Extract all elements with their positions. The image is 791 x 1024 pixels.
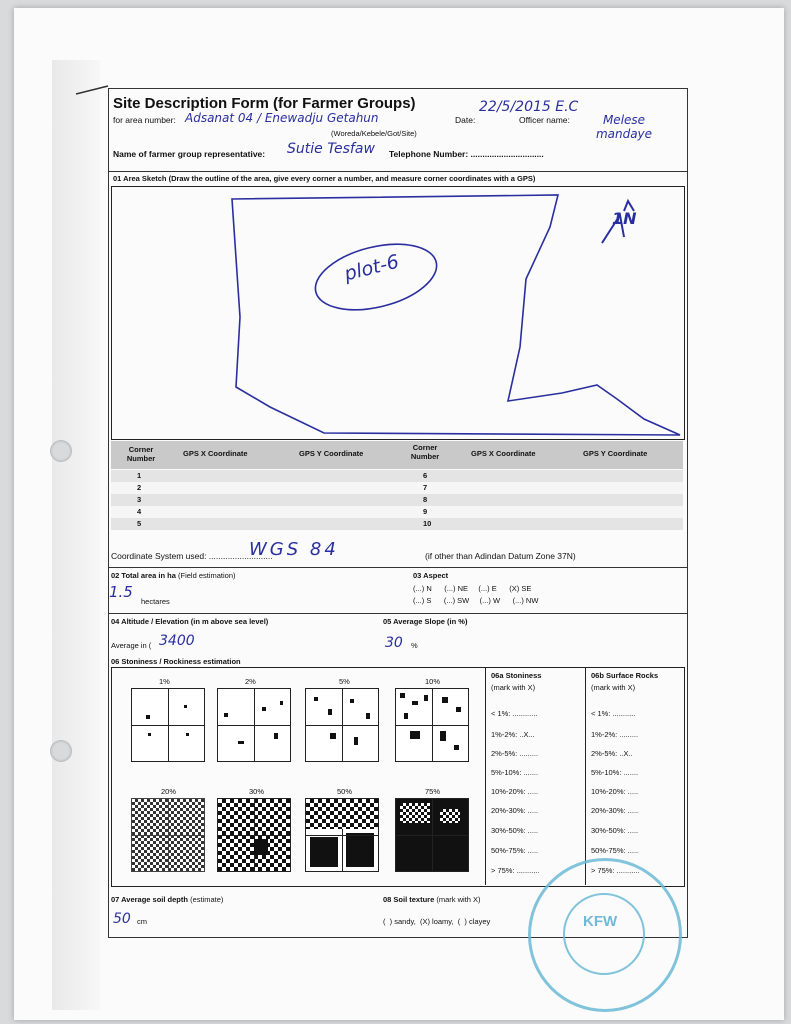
gps-row: [111, 506, 683, 518]
gps-header-x: GPS X Coordinate: [183, 449, 248, 458]
punch-hole: [50, 740, 72, 762]
rocks-option: 2%-5%: ..X..: [591, 749, 633, 758]
pct-label: 75%: [425, 787, 441, 796]
gps-row: [111, 518, 683, 530]
plot-label: plot-6: [342, 250, 402, 286]
corner-number: 9: [423, 507, 428, 516]
stone-chart-2pct: [217, 688, 291, 762]
rocks-option: 10%-20%: .....: [591, 787, 639, 796]
site-description-form: [108, 88, 688, 938]
aspect-row-1: (...) N (...) NE (...) E (X) SE: [413, 584, 532, 593]
stone-chart-75pct: [395, 798, 469, 872]
soil-texture-options: ( ) sandy, (X) loamy, ( ) clayey: [383, 917, 491, 926]
gps-row: [111, 470, 683, 482]
soil-depth-value: 50: [113, 911, 131, 927]
stoniness-option: < 1%: ............: [491, 709, 538, 718]
rocks-option: 5%-10%: .......: [591, 768, 639, 777]
pct-label: 5%: [339, 677, 350, 686]
section-07-title: 07 Average soil depth (estimate): [111, 895, 224, 904]
date-value: 22/5/2015 E.C: [479, 99, 579, 115]
section-06a-note: (mark with X): [491, 683, 536, 692]
pct-label: 2%: [245, 677, 256, 686]
coord-system-label: Coordinate System used: ...........................: [111, 551, 273, 561]
section-01-title: 01 Area Sketch (Draw the outline of the area, give every corner a number, and measure corner coordinates with a GPS): [113, 174, 536, 183]
aspect-row-2: (...) S (...) SW (...) W (...) NW: [413, 596, 539, 605]
north-arrow-label: 1N: [612, 209, 637, 228]
gps-table-header: [111, 441, 683, 469]
stoniness-option: > 75%: ...........: [491, 866, 540, 875]
stone-chart-1pct: [131, 688, 205, 762]
section-05-title: 05 Average Slope (in %): [383, 617, 468, 626]
stoniness-option: 30%-50%: .....: [491, 826, 539, 835]
plot-outline-drawing: [112, 187, 684, 439]
pct-label: 1%: [159, 677, 170, 686]
total-area-value: 1.5: [109, 583, 133, 601]
stoniness-option: 20%-30%: .....: [491, 806, 539, 815]
gps-header-y: GPS Y Coordinate: [299, 449, 364, 458]
stone-chart-30pct: [217, 798, 291, 872]
corner-number: 1: [137, 471, 142, 480]
section-06b-title: 06b Surface Rocks: [591, 671, 659, 680]
corner-number: 7: [423, 483, 428, 492]
corner-number: 10: [423, 519, 432, 528]
gps-row: [111, 494, 683, 506]
slope-value: 30: [385, 635, 403, 651]
corner-number: 3: [137, 495, 142, 504]
date-label: Date:: [455, 115, 476, 125]
stamp-inner-ring: [563, 893, 645, 975]
corner-number: 2: [137, 483, 142, 492]
column-divider: [585, 667, 586, 885]
stoniness-option: 1%-2%: ..X...: [491, 730, 535, 739]
hectares-label: hectares: [141, 597, 170, 606]
percent-sign: %: [411, 641, 418, 650]
pct-label: 50%: [337, 787, 353, 796]
punch-hole: [50, 440, 72, 462]
section-08-title: 08 Soil texture (mark with X): [383, 895, 481, 904]
section-06a-title: 06a Stoniness: [491, 671, 542, 680]
average-label: Average in (: [111, 641, 152, 650]
stamp-text: KFW: [583, 913, 618, 930]
officer-label: Officer name:: [519, 115, 570, 125]
divider: [109, 171, 687, 172]
corner-number: 5: [137, 519, 142, 528]
divider: [109, 567, 687, 568]
rocks-option: 30%-50%: .....: [591, 826, 639, 835]
coord-system-note: (if other than Adindan Datum Zone 37N): [425, 551, 576, 561]
stone-chart-10pct: [395, 688, 469, 762]
rep-value: Sutie Tesfaw: [287, 141, 375, 157]
woreda-hint: (Woreda/Kebele/Got/Site): [331, 129, 417, 138]
stone-chart-20pct: [131, 798, 205, 872]
rocks-option: 20%-30%: .....: [591, 806, 639, 815]
stoniness-option: 50%-75%: .....: [491, 846, 539, 855]
form-title: Site Description Form (for Farmer Groups): [113, 95, 416, 112]
altitude-value: 3400: [159, 633, 195, 649]
gps-header-corner-2: Corner Number: [410, 443, 440, 461]
section-03-title: 03 Aspect: [413, 571, 449, 580]
section-06b-note: (mark with X): [591, 683, 636, 692]
section-02-title: 02 Total area in ha (Field estimation): [111, 571, 236, 580]
pct-label: 10%: [425, 677, 441, 686]
gps-header-y-2: GPS Y Coordinate: [583, 449, 648, 458]
gps-header-corner: Corner Number: [126, 445, 156, 463]
stoniness-option: 2%-5%: .........: [491, 749, 539, 758]
area-number-label: for area number:: [113, 115, 176, 125]
section-04-title: 04 Altitude / Elevation (in m above sea level): [111, 617, 269, 626]
corner-number: 8: [423, 495, 428, 504]
area-number-value: Adsanat 04 / Enewadju Getahun: [185, 111, 379, 125]
stoniness-option: 10%-20%: .....: [491, 787, 539, 796]
area-sketch-box: [111, 186, 685, 440]
pct-label: 20%: [161, 787, 177, 796]
rocks-option: < 1%: ...........: [591, 709, 636, 718]
coord-system-value: WGS 84: [249, 539, 339, 560]
stoniness-option: 5%-10%: .......: [491, 768, 539, 777]
rep-label: Name of farmer group representative:: [113, 149, 266, 159]
rocks-option: > 75%: ...........: [591, 866, 640, 875]
gps-header-x-2: GPS X Coordinate: [471, 449, 536, 458]
cm-label: cm: [137, 917, 147, 926]
corner-number: 4: [137, 507, 142, 516]
stone-chart-50pct: [305, 798, 379, 872]
pct-label: 30%: [249, 787, 265, 796]
section-06-title: 06 Stoniness / Rockiness estimation: [111, 657, 241, 666]
scan-shadow: [52, 60, 100, 1010]
phone-label: Telephone Number: ...............................: [389, 149, 544, 159]
column-divider: [485, 667, 486, 885]
corner-number: 6: [423, 471, 428, 480]
stone-chart-5pct: [305, 688, 379, 762]
officer-value: Melese mandaye: [595, 113, 653, 141]
rocks-option: 1%-2%: .........: [591, 730, 639, 739]
official-stamp: [528, 858, 682, 1012]
rocks-option: 50%-75%: .....: [591, 846, 639, 855]
divider: [109, 613, 687, 614]
gps-row: [111, 482, 683, 494]
